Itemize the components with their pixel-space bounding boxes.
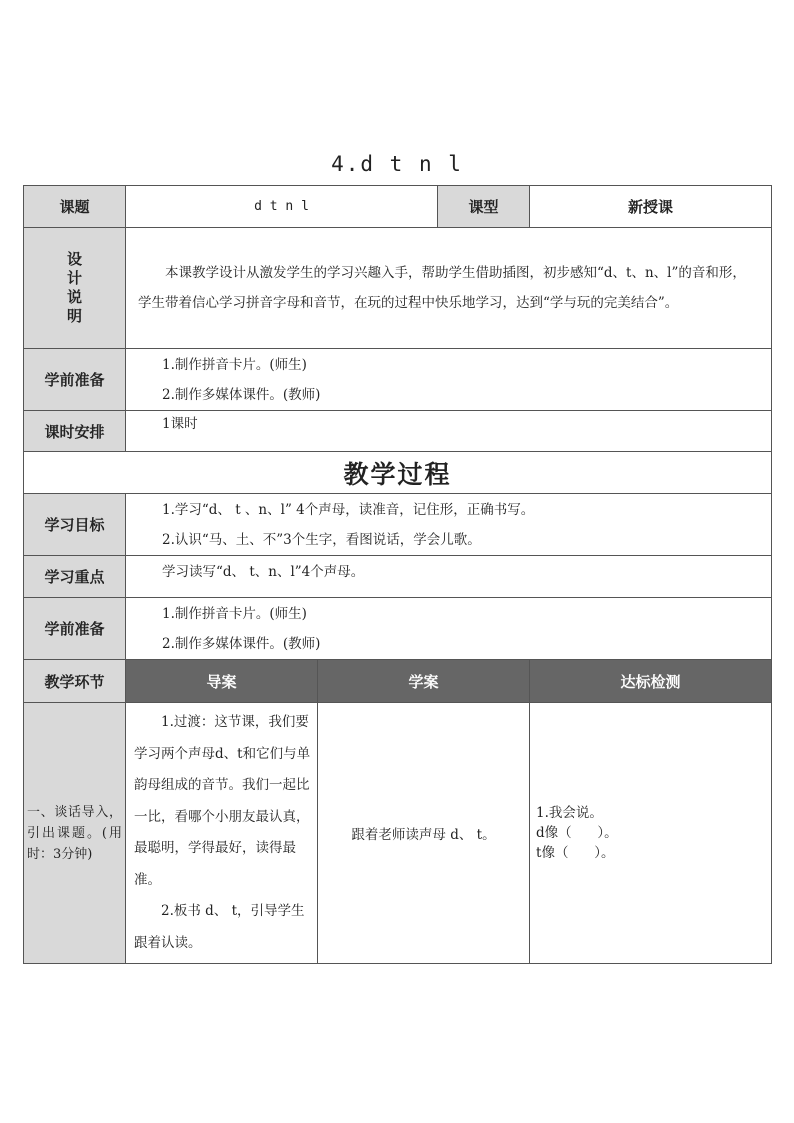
check-header: 达标检测 — [530, 660, 772, 703]
schedule-value: 1课时 — [126, 411, 772, 452]
study-header: 学案 — [318, 660, 530, 703]
focus-value: 学习读写“d、 t、n、l”4个声母。 — [126, 556, 772, 598]
schedule-row — [24, 411, 772, 452]
process-title-row — [24, 452, 772, 494]
document-title: 4.d t n l — [331, 152, 463, 176]
stage-header-row — [24, 660, 772, 703]
stage-check-1: 1.我会说。 d像（ ）。 t像（ ）。 — [530, 703, 772, 964]
stage-row-1 — [24, 703, 772, 964]
design-description: 本课教学设计从激发学生的学习兴趣入手，帮助学生借助插图，初步感知“d、t、n、l”的音和形，学生带着信心学习拼音字母和音节，在玩的过程中快乐地学习，达到“学与玩的完美结合”。 — [126, 228, 772, 349]
topic-value: d t n l — [126, 186, 438, 228]
schedule-label: 课时安排 — [24, 411, 126, 452]
process-title: 教学过程 — [24, 452, 772, 494]
prep-content-1: 1.制作拼音卡片。(师生) 2.制作多媒体课件。(教师) — [126, 349, 772, 411]
prep-row-2 — [24, 598, 772, 660]
stage-study-1: 跟着老师读声母 d、 t。 — [318, 703, 530, 964]
prep-row-1 — [24, 349, 772, 411]
design-label: 设 计 说 明 — [24, 228, 126, 349]
design-row — [24, 228, 772, 349]
stage-label-1: 一、谈话导入，引出课题。(用时：3分钟) — [24, 703, 126, 964]
prep-label-2: 学前准备 — [24, 598, 126, 660]
focus-row — [24, 556, 772, 598]
focus-label: 学习重点 — [24, 556, 126, 598]
guide-header: 导案 — [126, 660, 318, 703]
prep-content-2: 1.制作拼音卡片。(师生) 2.制作多媒体课件。(教师) — [126, 598, 772, 660]
lesson-plan-table — [23, 185, 772, 964]
lesson-type-label: 课型 — [438, 186, 530, 228]
stage-guide-1: 1.过渡：这节课，我们要学习两个声母d、t和它们与单韵母组成的音节。我们一起比一比，看哪个小朋友最认真，最聪明，学得最好，读得最准。 2.板书 d、 t，引导学生跟着认读。 — [126, 703, 318, 964]
topic-row — [24, 186, 772, 228]
lesson-type-value: 新授课 — [530, 186, 772, 228]
topic-label: 课题 — [24, 186, 126, 228]
goals-content: 1.学习“d、 t 、n、l” 4个声母，读准音，记住形，正确书写。 2.认识“马、土、不”3个生字，看图说话，学会儿歌。 — [126, 494, 772, 556]
stage-header-label: 教学环节 — [24, 660, 126, 703]
goals-row — [24, 494, 772, 556]
prep-label-1: 学前准备 — [24, 349, 126, 411]
goals-label: 学习目标 — [24, 494, 126, 556]
